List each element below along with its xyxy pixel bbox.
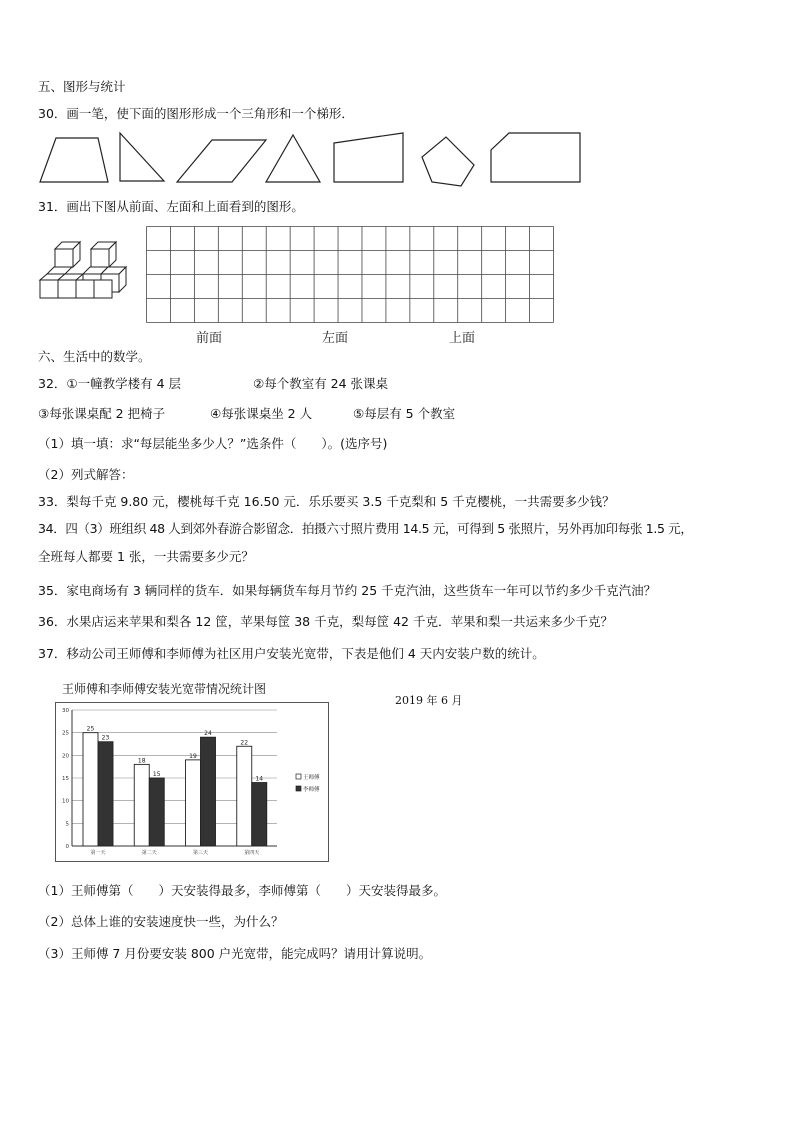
- question-37: 37．移动公司王师傅和李师傅为社区用户安装光宽带，下表是他们 4 天内安装户数的统计。: [38, 646, 545, 661]
- y-tick-label: 20: [62, 753, 69, 760]
- label-left-view: 左面: [322, 331, 349, 346]
- condition-2: ②每个教室有 24 张课桌: [253, 376, 389, 391]
- legend-label: 王师傅: [303, 775, 320, 781]
- section-heading-6: 六、生活中的数学。: [38, 349, 151, 364]
- quadrilateral-shape: [334, 133, 403, 182]
- question-31: 31．画出下图从前面、左面和上面看到的图形。: [38, 199, 304, 214]
- question-30: 30．画一笔，使下面的图形形成一个三角形和一个梯形．: [38, 106, 354, 121]
- bar-value-label: 25: [86, 725, 95, 733]
- bar-value-label: 24: [204, 730, 212, 738]
- legend-label: 李师傅: [303, 787, 320, 793]
- y-tick-label: 5: [65, 821, 69, 828]
- question-33: 33．梨每千克 9.80 元，樱桃每千克 16.50 元．乐乐要买 3.5 千克梨和 5 千克樱桃，一共需要多少钱？: [38, 494, 615, 509]
- x-tick-label: 第二天: [141, 850, 157, 856]
- triangle-shape: [266, 135, 320, 182]
- label-top-view: 上面: [449, 331, 476, 346]
- condition-3: ③每张课桌配 2 把椅子: [38, 406, 166, 421]
- y-tick-label: 25: [62, 730, 69, 737]
- question-35: 35．家电商场有 3 辆同样的货车．如果每辆货车每月节约 25 千克汽油，这些货车一年可以节约多少千克汽油？: [38, 583, 657, 598]
- y-tick-label: 15: [62, 776, 69, 782]
- chart-date: 2019 年 6 月: [395, 694, 463, 707]
- y-tick-label: 30: [62, 708, 69, 714]
- bar-value-label: 18: [137, 757, 146, 765]
- chart-title: 王师傅和李师傅安装光宽带情况统计图: [62, 682, 267, 696]
- bar-chart: [55, 702, 329, 862]
- condition-5: ⑤每层有 5 个教室: [353, 406, 456, 421]
- x-tick-label: 第三天: [192, 850, 209, 856]
- question-32-part-1: （1）填一填：求“每层能坐多少人？”选条件（ ）。(选序号): [38, 436, 388, 451]
- bar-wang: [186, 760, 201, 846]
- bar-li: [252, 783, 267, 846]
- legend-swatch: [296, 786, 301, 791]
- question-36: 36．水果店运来苹果和梨各 12 筐，苹果每筐 38 千克，梨每筐 42 千克．苹果和梨一共运来多少千克？: [38, 614, 613, 629]
- question-32-part-2: （2）列式解答：: [38, 467, 134, 482]
- question-34-line-1: 34．四（3）班组织 48 人到郊外春游合影留念．拍摄六寸照片费用 14.5 元，可得到 5 张照片，另外再加印每张 1.5 元，: [38, 521, 693, 536]
- bar-wang: [134, 764, 149, 846]
- bar-wang: [237, 746, 252, 846]
- bar-value-label: 15: [152, 771, 161, 778]
- bar-value-label: 14: [255, 775, 264, 783]
- label-front-view: 前面: [196, 331, 223, 346]
- question-37-part-3: （3）王师傅 7 月份要安装 800 户光宽带，能完成吗？请用计算说明。: [38, 946, 432, 961]
- bar-li: [201, 737, 216, 846]
- question-37-part-2: （2）总体上谁的安装速度快一些，为什么？: [38, 914, 284, 929]
- legend-swatch: [296, 774, 301, 779]
- bar-li: [149, 778, 164, 846]
- drawing-grid: [146, 226, 554, 323]
- question-34-line-2: 全班每人都要 1 张，一共需要多少元？: [38, 549, 254, 564]
- bar-wang: [83, 733, 98, 846]
- pentagon-shape: [422, 137, 474, 186]
- bar-value-label: 19: [189, 752, 197, 760]
- bar-value-label: 23: [101, 734, 110, 742]
- x-tick-label: 第一天: [90, 850, 106, 856]
- hexagon-shape: [491, 133, 580, 182]
- bar-value-label: 22: [240, 739, 249, 747]
- question-37-part-1: （1）王师傅第（ ）天安装得最多，李师傅第（ ）天安装得最多。: [38, 883, 446, 898]
- x-tick-label: 第四天: [244, 850, 260, 856]
- condition-1: 32．①一幢教学楼有 4 层: [38, 376, 182, 391]
- y-tick-label: 0: [65, 844, 69, 850]
- y-tick-label: 10: [62, 798, 69, 805]
- bar-li: [98, 742, 113, 846]
- section-heading-5: 五、图形与统计: [38, 79, 126, 94]
- condition-4: ④每张课桌坐 2 人: [210, 406, 313, 421]
